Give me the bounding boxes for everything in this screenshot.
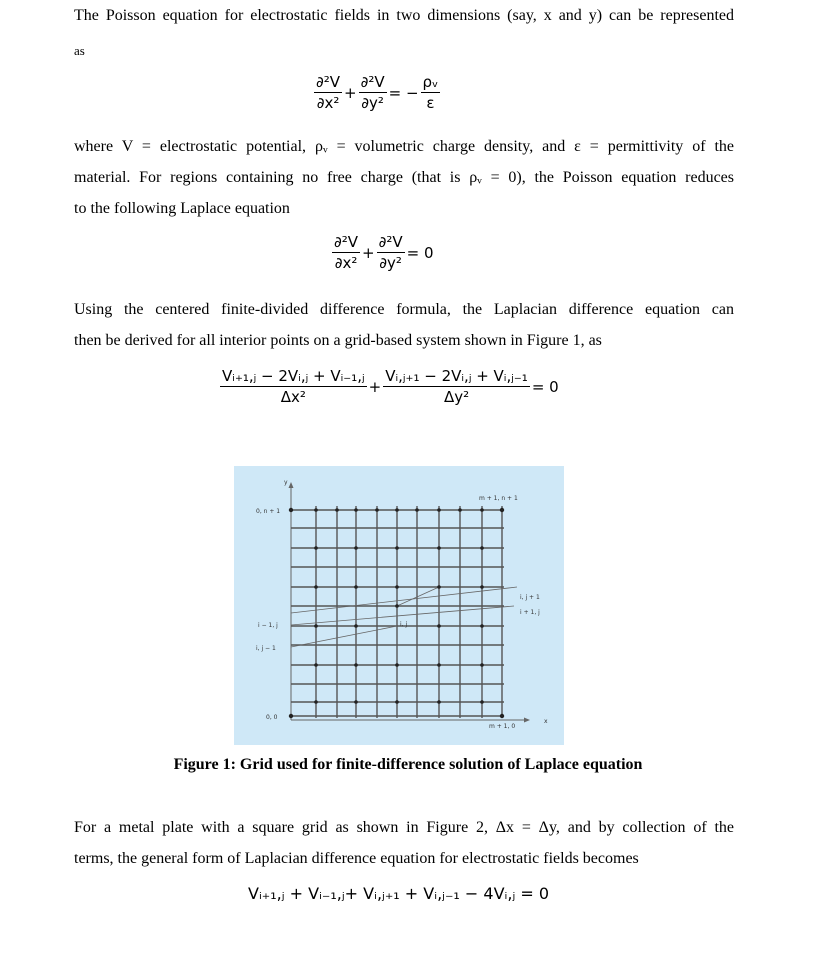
- y-axis-label: y: [284, 479, 288, 486]
- x-axis-label: x: [544, 718, 548, 725]
- para3-line-1: Using the centered finite-divided difference formula, the Laplacian difference equation can: [74, 301, 734, 318]
- eq3-frac-x: [220, 366, 367, 407]
- para4-line-2: terms, the general form of Laplacian difference equation for electrostatic fields becomes: [74, 850, 639, 867]
- poisson-equation: [314, 72, 440, 113]
- eq3-plus: +: [368, 377, 382, 396]
- y-axis-arrow: [289, 482, 294, 488]
- eq3-num1: Vᵢ₊₁,ⱼ − 2Vᵢ,ⱼ + Vᵢ₋₁,ⱼ: [222, 367, 365, 385]
- grid-figure: [234, 466, 564, 745]
- para3-line-2: then be derived for all interior points on a grid-based system shown in Figure 1, as: [74, 332, 602, 349]
- eq3-frac-y: [383, 366, 530, 407]
- label-top-right: m + 1, n + 1: [479, 495, 518, 502]
- eq2-den1: ∂x²: [334, 254, 358, 272]
- label-leader-lines: [291, 587, 517, 647]
- eq1-plus: +: [344, 83, 357, 102]
- label-i-plus-1-j: i + 1, j: [520, 609, 540, 616]
- label-i-j-minus-1: i, j − 1: [256, 645, 276, 652]
- intro-paragraph: [74, 0, 734, 66]
- label-bottom-right: m + 1, 0: [489, 723, 516, 730]
- eq3-den1: Δx²: [280, 388, 306, 406]
- difference-paragraph: [74, 294, 734, 356]
- d2v-dy2-fraction: [359, 72, 387, 113]
- para4-line-1: For a metal plate with a square grid as shown in Figure 2, Δx = Δy, and by collection of the: [74, 819, 734, 836]
- intro-line-2: as: [74, 43, 85, 58]
- grid-vertical-lines: [316, 506, 502, 718]
- eq3-num2: Vᵢ,ⱼ₊₁ − 2Vᵢ,ⱼ + Vᵢ,ⱼ₋₁: [385, 367, 528, 385]
- eq2-plus: +: [362, 243, 375, 262]
- eq2-den2: ∂y²: [379, 254, 402, 272]
- label-i-minus-1-j: i − 1, j: [258, 622, 278, 629]
- general-laplacian-equation: Vᵢ₊₁,ⱼ + Vᵢ₋₁,ⱼ+ Vᵢ,ⱼ₊₁ + Vᵢ,ⱼ₋₁ − 4Vᵢ,ⱼ = 0: [248, 884, 550, 903]
- para2-line-3: to the following Laplace equation: [74, 200, 290, 217]
- eq1-den1: ∂x²: [316, 94, 340, 112]
- eq1-den3: ε: [426, 94, 435, 112]
- intro-line-1: The Poisson equation for electrostatic fields in two dimensions (say, x and y) can be represented: [74, 7, 734, 24]
- label-top-left: 0, n + 1: [256, 508, 281, 515]
- rho-over-epsilon-fraction: [421, 72, 441, 113]
- eq2-num1: ∂²V: [334, 233, 359, 251]
- laplacian-difference-equation: [220, 366, 561, 407]
- laplace-equation: [332, 232, 436, 273]
- label-i-j-plus-1: i, j + 1: [520, 594, 540, 601]
- grid-diagram: [234, 466, 564, 745]
- eq3-den2: Δy²: [443, 388, 470, 406]
- label-bottom-left: 0, 0: [266, 714, 278, 721]
- square-grid-paragraph: [74, 812, 734, 874]
- label-i-j: i, j: [400, 621, 408, 628]
- d2v-dx2-fraction: [314, 72, 342, 113]
- figure-caption: Figure 1: Grid used for finite-difference solution of Laplace equation: [173, 756, 643, 773]
- eq1-num2: ∂²V: [360, 73, 385, 91]
- eq2-frac-x: [332, 232, 360, 273]
- eq1-equals: = −: [388, 83, 419, 102]
- eq1-den2: ∂y²: [361, 94, 384, 112]
- eq3-rhs: = 0: [531, 377, 559, 396]
- para2-line-1: where V = electrostatic potential, ρᵥ = volumetric charge density, and ε = permittivity of the: [74, 138, 734, 155]
- definitions-paragraph: [74, 131, 734, 224]
- eq1-num1: ∂²V: [316, 73, 341, 91]
- eq2-frac-y: [377, 232, 405, 273]
- eq2-num2: ∂²V: [378, 233, 403, 251]
- eq1-num3: ρᵥ: [422, 73, 439, 91]
- para2-line-2: material. For regions containing no free charge (that is ρᵥ = 0), the Poisson equation reduces: [74, 169, 734, 186]
- x-axis-arrow: [524, 718, 530, 723]
- eq2-rhs: = 0: [406, 243, 434, 262]
